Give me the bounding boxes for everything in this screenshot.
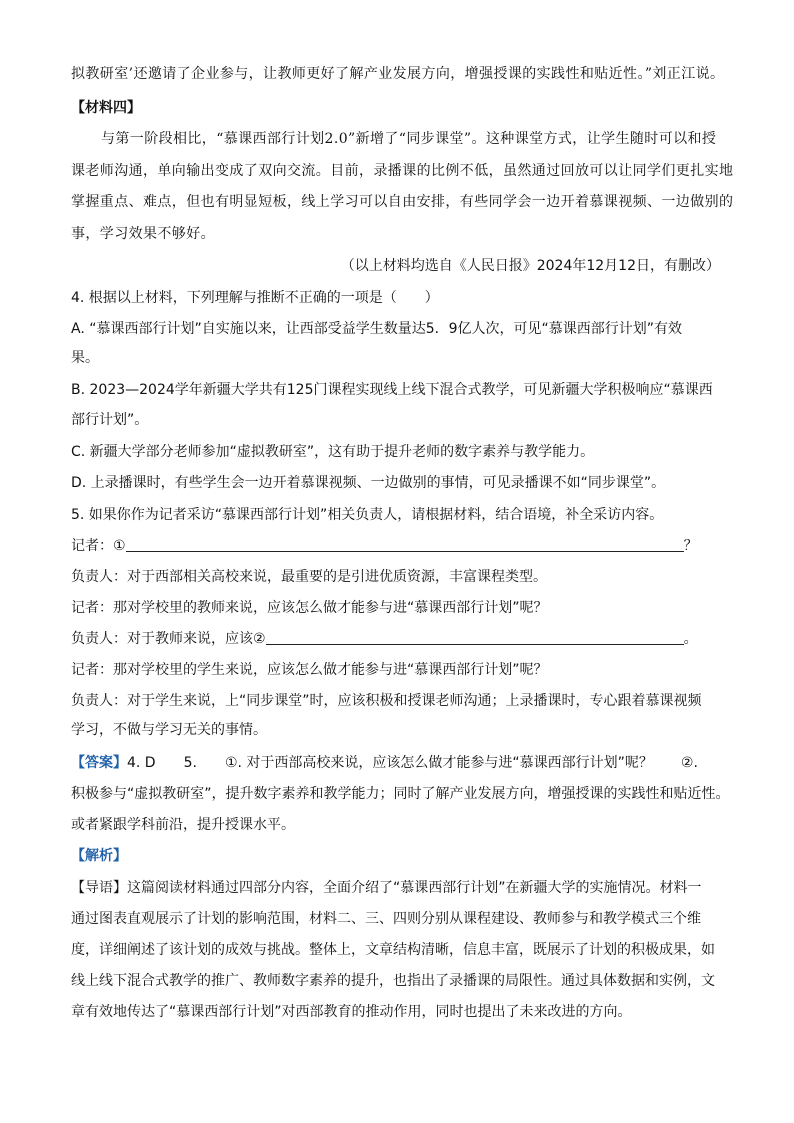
guide-line-4: 线上线下混合式教学的推广、教师数字素养的提升，也指出了录播课的局限性。通过具体数据和实例，文	[71, 973, 715, 989]
option-a-cont: 果。	[71, 350, 99, 366]
guide-line-5: 章有效地传达了“慕课西部行计划”对西部教育的推动作用，同时也提出了未来改进的方向。	[71, 1004, 632, 1020]
analysis-tag: 【解析】	[71, 848, 127, 864]
question-4-stem: 4. 根据以上材料，下列理解与推断不正确的一项是（ ）	[71, 290, 439, 306]
option-a: A. “慕课西部行计划”自实施以来，让西部受益学生数量达5．9亿人次，可见“慕课西部行计划”有效	[71, 321, 683, 337]
guide-line-1	[71, 878, 731, 898]
answer-blank-1[interactable]	[126, 537, 684, 552]
reporter-label-1: 记者：①	[71, 538, 126, 554]
official-line-2	[71, 629, 731, 649]
answer-text: 4. D 5. ①. 对于西部高校来说，应该怎么做才能参与进“慕课西部行计划”呢？ ②.	[127, 755, 698, 771]
answer-line-2: 积极参与“虚拟教研室”，提升数字素养和教学能力；同时了解产业发展方向，增强授课的实践性和贴近性。	[71, 786, 730, 802]
official-line-3-cont: 学习，不做与学习无关的事情。	[71, 722, 267, 738]
material-4-line: 课老师沟通，单向输出变成了双向交流。目前，录播课的比例不低，虽然通过回放可以让同学们更扎实地	[71, 163, 734, 179]
reporter-line-3: 记者：那对学校里的学生来说，应该怎么做才能参与进“慕课西部行计划”呢？	[71, 662, 548, 678]
material-4-heading: 【材料四】	[71, 100, 141, 116]
answer-line-1	[71, 753, 731, 773]
guide-line-3: 度，详细阐述了该计划的成效与挑战。整体上，文章结构清晰，信息丰富，既展示了计划的积极成果，如	[71, 942, 715, 958]
source-citation: （以上材料均选自《人民日报》2024年12月12日，有删改）	[340, 258, 720, 274]
official-line-3: 负责人：对于学生来说，上“同步课堂”时，应该积极和授课老师沟通；上录播课时，专心跟着慕课视频	[71, 693, 702, 709]
material-4-line: 与第一阶段相比，“慕课西部行计划2.0”新增了“同步课堂”。这种课堂方式，让学生随时可以和授	[101, 131, 717, 147]
material-4-line: 掌握重点、难点，但也有明显短板，线上学习可以自由安排，有些同学会一边开着慕课视频、一边做别的	[71, 194, 734, 210]
question-mark: ？	[683, 538, 698, 554]
reporter-line-1	[71, 536, 731, 556]
material-4-line: 事，学习效果不够好。	[71, 226, 215, 242]
guide-text: 这篇阅读材料通过四部分内容，全面介绍了“慕课西部行计划”在新疆大学的实施情况。材料一	[127, 880, 702, 896]
answer-tag: 【答案】	[71, 755, 127, 771]
question-5-stem: 5. 如果你作为记者采访“慕课西部行计划”相关负责人，请根据材料，结合语境，补全采访内容。	[71, 507, 664, 523]
reporter-line-2: 记者：那对学校里的教师来说，应该怎么做才能参与进“慕课西部行计划”呢？	[71, 600, 548, 616]
option-d: D. 上录播课时，有些学生会一边开着慕课视频、一边做别的事情，可见录播课不如“同步课堂”。	[71, 475, 666, 491]
official-label-2: 负责人：对于教师来说，应该②	[71, 631, 266, 647]
answer-line-3: 或者紧跟学科前沿，提升授课水平。	[71, 817, 295, 833]
official-line-1: 负责人：对于西部相关高校来说，最重要的是引进优质资源，丰富课程类型。	[71, 569, 547, 585]
guide-line-2: 通过图表直观展示了计划的影响范围，材料二、三、四则分别从课程建设、教师参与和教学模式三个维	[71, 911, 701, 927]
option-c: C. 新疆大学部分老师参加“虚拟教研室”，这有助于提升老师的数字素养与教学能力。	[71, 444, 595, 460]
answer-blank-2[interactable]	[266, 630, 684, 645]
material-3-ending: 拟教研室’还邀请了企业参与，让教师更好了解产业发展方向，增强授课的实践性和贴近性。”刘正江说。	[71, 66, 725, 82]
guide-tag: 【导语】	[71, 880, 127, 896]
period-mark: 。	[683, 631, 698, 647]
option-b-cont: 部行计划”。	[71, 412, 149, 428]
option-b: B. 2023—2024学年新疆大学共有125门课程实现线上线下混合式教学，可见新疆大学积极响应“慕课西	[71, 382, 713, 398]
